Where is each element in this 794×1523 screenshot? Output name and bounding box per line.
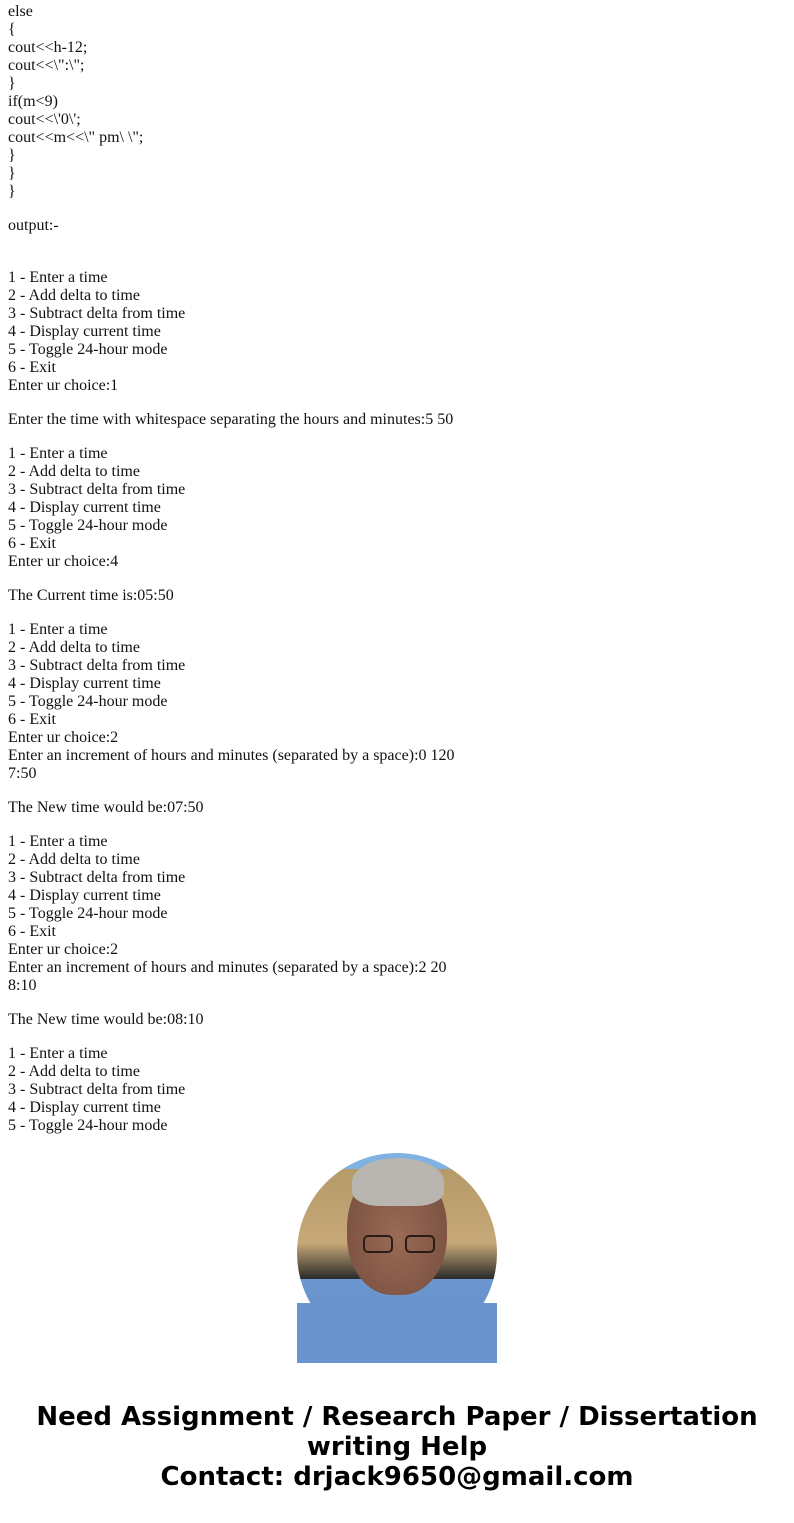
menu-item: 1 - Enter a time	[8, 621, 108, 638]
menu-item: 3 - Subtract delta from time	[8, 481, 186, 498]
menu-item: 3 - Subtract delta from time	[8, 1081, 186, 1098]
menu-block-truncated	[8, 1045, 788, 1135]
code-line: cout<<h-12;	[8, 39, 88, 56]
code-line: }	[8, 183, 16, 200]
menu-item: 2 - Add delta to time	[8, 463, 140, 480]
menu-item: 3 - Subtract delta from time	[8, 657, 186, 674]
banner-contact[interactable]: Contact: drjack9650@gmail.com	[160, 1462, 634, 1492]
author-avatar	[297, 1153, 497, 1353]
menu-item: 3 - Subtract delta from time	[8, 305, 186, 322]
menu-item: 5 - Toggle 24-hour mode	[8, 517, 168, 534]
menu-item: 1 - Enter a time	[8, 269, 108, 286]
menu-item: 4 - Display current time	[8, 1099, 161, 1116]
menu-item: 1 - Enter a time	[8, 445, 108, 462]
choice-line: Enter ur choice:4	[8, 553, 119, 570]
raw-time-line: 8:10	[8, 977, 37, 994]
menu-item: 5 - Toggle 24-hour mode	[8, 693, 168, 710]
menu-item: 2 - Add delta to time	[8, 851, 140, 868]
avatar-shirt	[297, 1303, 497, 1363]
code-line: cout<<\'0\';	[8, 111, 81, 128]
menu-block	[8, 445, 788, 553]
code-line: cout<<\":\";	[8, 57, 85, 74]
code-line: }	[8, 75, 16, 92]
menu-item: 2 - Add delta to time	[8, 1063, 140, 1080]
banner-line-2: writing Help	[306, 1432, 488, 1462]
menu-block	[8, 269, 788, 377]
menu-item: 2 - Add delta to time	[8, 639, 140, 656]
menu-item: 4 - Display current time	[8, 887, 161, 904]
raw-time-line: 7:50	[8, 765, 37, 782]
code-line: cout<<m<<\" pm\ \";	[8, 129, 144, 146]
banner-line-1: Need Assignment / Research Paper / Dissertation	[36, 1402, 758, 1432]
choice-line: Enter ur choice:2	[8, 729, 119, 746]
menu-block	[8, 833, 788, 941]
result-line: The New time would be:07:50	[8, 799, 204, 816]
menu-item: 2 - Add delta to time	[8, 287, 140, 304]
menu-item: 4 - Display current time	[8, 675, 161, 692]
code-line: }	[8, 147, 16, 164]
avatar-glasses	[363, 1235, 435, 1255]
prompt-line: Enter the time with whitespace separating the hours and minutes:5 50	[8, 411, 454, 428]
prompt-line: Enter an increment of hours and minutes (separated by a space):0 120	[8, 747, 455, 764]
code-line: }	[8, 165, 16, 182]
code-line: else	[8, 3, 33, 20]
output-label: output:-	[8, 217, 59, 234]
menu-item: 4 - Display current time	[8, 323, 161, 340]
code-line: {	[8, 21, 16, 38]
code-line: if(m<9)	[8, 93, 58, 110]
menu-item: 6 - Exit	[8, 535, 56, 552]
menu-item: 5 - Toggle 24-hour mode	[8, 341, 168, 358]
menu-item: 1 - Enter a time	[8, 833, 108, 850]
menu-item: 6 - Exit	[8, 711, 56, 728]
menu-item: 6 - Exit	[8, 923, 56, 940]
contact-banner	[0, 1402, 794, 1492]
choice-line: Enter ur choice:2	[8, 941, 119, 958]
menu-block	[8, 621, 788, 729]
menu-item: 5 - Toggle 24-hour mode	[8, 905, 168, 922]
choice-line: Enter ur choice:1	[8, 377, 119, 394]
prompt-line: Enter an increment of hours and minutes (separated by a space):2 20	[8, 959, 447, 976]
menu-item: 5 - Toggle 24-hour mode	[8, 1117, 168, 1134]
menu-item: 4 - Display current time	[8, 499, 161, 516]
menu-item: 1 - Enter a time	[8, 1045, 108, 1062]
avatar-hair	[352, 1158, 444, 1206]
menu-item: 6 - Exit	[8, 359, 56, 376]
menu-item: 3 - Subtract delta from time	[8, 869, 186, 886]
answer-content	[8, 0, 788, 1134]
result-line: The Current time is:05:50	[8, 587, 174, 604]
result-line: The New time would be:08:10	[8, 1011, 204, 1028]
